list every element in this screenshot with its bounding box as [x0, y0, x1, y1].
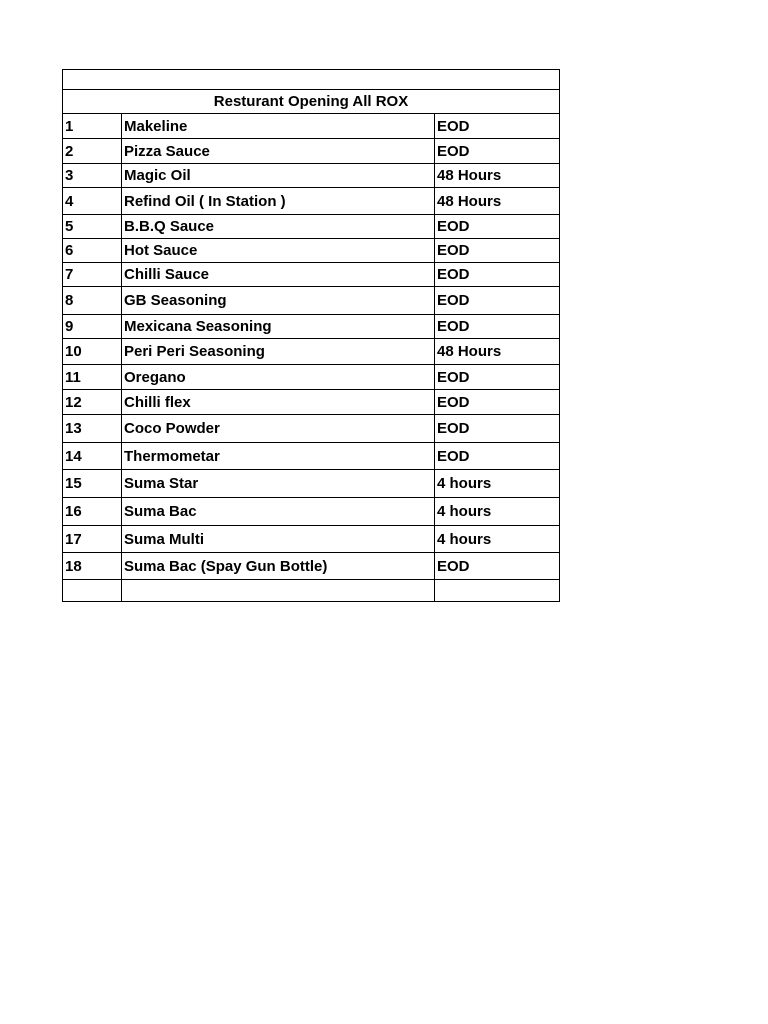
table-row — [63, 315, 560, 339]
blank-top-row — [63, 70, 560, 90]
row-number-cell: 9 — [63, 315, 122, 339]
interval-cell: EOD — [435, 365, 560, 390]
blank-cell — [63, 580, 122, 602]
interval-cell: EOD — [435, 443, 560, 470]
table-row — [63, 526, 560, 553]
table-row — [63, 164, 560, 188]
table-row — [63, 498, 560, 526]
table-row — [63, 215, 560, 239]
interval-cell: EOD — [435, 553, 560, 580]
table-row — [63, 263, 560, 287]
item-name-cell: Makeline — [122, 114, 435, 139]
opening-checklist-table — [62, 69, 560, 602]
row-number-cell: 1 — [63, 114, 122, 139]
item-name-cell: Suma Multi — [122, 526, 435, 553]
interval-cell: EOD — [435, 263, 560, 287]
table-title: Resturant Opening All ROX — [63, 90, 560, 114]
item-name-cell: Mexicana Seasoning — [122, 315, 435, 339]
table-row — [63, 553, 560, 580]
item-name-cell: Refind Oil ( In Station ) — [122, 188, 435, 215]
item-name-cell: Magic Oil — [122, 164, 435, 188]
interval-cell: EOD — [435, 215, 560, 239]
table-row — [63, 415, 560, 443]
table-row — [63, 188, 560, 215]
interval-cell: 48 Hours — [435, 188, 560, 215]
table-row — [63, 239, 560, 263]
row-number-cell: 8 — [63, 287, 122, 315]
row-number-cell: 3 — [63, 164, 122, 188]
interval-cell: EOD — [435, 114, 560, 139]
row-number-cell: 5 — [63, 215, 122, 239]
table-row — [63, 365, 560, 390]
item-name-cell: Chilli Sauce — [122, 263, 435, 287]
item-name-cell: Suma Bac — [122, 498, 435, 526]
row-number-cell: 16 — [63, 498, 122, 526]
item-name-cell: Suma Bac (Spay Gun Bottle) — [122, 553, 435, 580]
interval-cell: 4 hours — [435, 526, 560, 553]
row-number-cell: 17 — [63, 526, 122, 553]
row-number-cell: 13 — [63, 415, 122, 443]
row-number-cell: 14 — [63, 443, 122, 470]
item-name-cell: Peri Peri Seasoning — [122, 339, 435, 365]
blank-bottom-row — [63, 580, 560, 602]
item-name-cell: Hot Sauce — [122, 239, 435, 263]
interval-cell: 4 hours — [435, 470, 560, 498]
interval-cell: EOD — [435, 287, 560, 315]
item-name-cell: Coco Powder — [122, 415, 435, 443]
table-row — [63, 390, 560, 415]
interval-cell: EOD — [435, 139, 560, 164]
interval-cell: 4 hours — [435, 498, 560, 526]
item-name-cell: Pizza Sauce — [122, 139, 435, 164]
row-number-cell: 7 — [63, 263, 122, 287]
item-name-cell: Thermometar — [122, 443, 435, 470]
interval-cell: EOD — [435, 239, 560, 263]
row-number-cell: 12 — [63, 390, 122, 415]
title-row — [63, 90, 560, 114]
row-number-cell: 4 — [63, 188, 122, 215]
table-body — [63, 70, 560, 602]
table-row — [63, 114, 560, 139]
table-row — [63, 443, 560, 470]
interval-cell: EOD — [435, 390, 560, 415]
interval-cell: EOD — [435, 315, 560, 339]
item-name-cell: Oregano — [122, 365, 435, 390]
item-name-cell: Suma Star — [122, 470, 435, 498]
row-number-cell: 11 — [63, 365, 122, 390]
row-number-cell: 15 — [63, 470, 122, 498]
table-row — [63, 339, 560, 365]
item-name-cell: Chilli flex — [122, 390, 435, 415]
blank-cell — [122, 580, 435, 602]
blank-cell — [63, 70, 560, 90]
interval-cell: 48 Hours — [435, 164, 560, 188]
row-number-cell: 18 — [63, 553, 122, 580]
item-name-cell: B.B.Q Sauce — [122, 215, 435, 239]
blank-cell — [435, 580, 560, 602]
row-number-cell: 2 — [63, 139, 122, 164]
table-row — [63, 287, 560, 315]
item-name-cell: GB Seasoning — [122, 287, 435, 315]
interval-cell: 48 Hours — [435, 339, 560, 365]
row-number-cell: 10 — [63, 339, 122, 365]
row-number-cell: 6 — [63, 239, 122, 263]
table-row — [63, 470, 560, 498]
table-row — [63, 139, 560, 164]
interval-cell: EOD — [435, 415, 560, 443]
